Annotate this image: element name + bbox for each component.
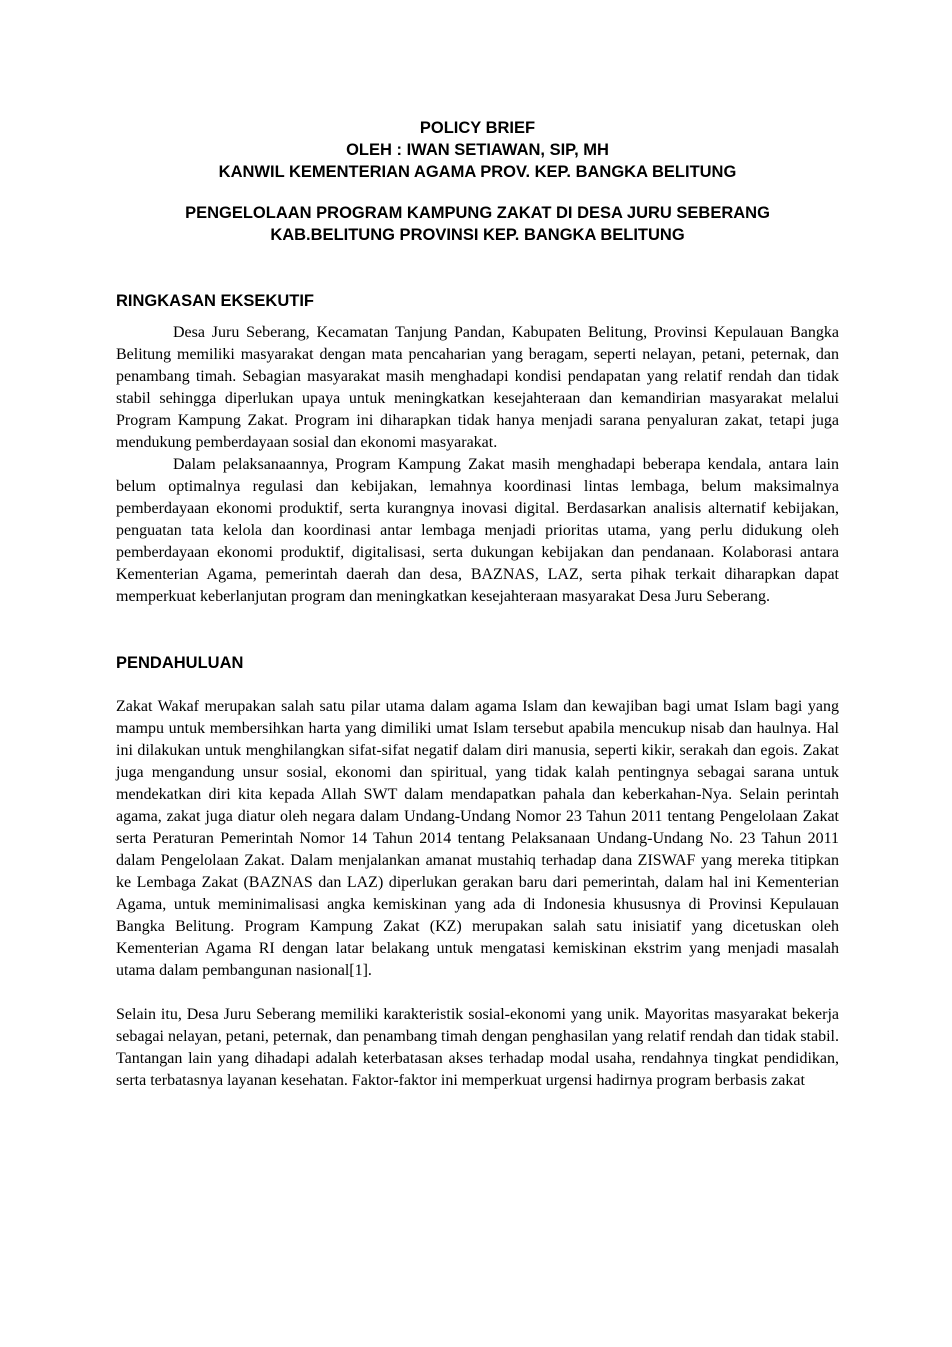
doc-type-label: POLICY BRIEF: [419, 119, 536, 137]
header-spacer: [116, 183, 839, 202]
author-line: OLEH : IWAN SETIAWAN, SIP, MH: [346, 141, 609, 159]
institution-line: KANWIL KEMENTERIAN AGAMA PROV. KEP. BANGKA BELITUNG: [218, 163, 737, 181]
ringkasan-paragraph-1: Desa Juru Seberang, Kecamatan Tanjung Pandan, Kabupaten Belitung, Provinsi Kepulauan Bangka Belitung memiliki masyarakat dengan mata pencaharian yang beragam, seperti nelayan, petani, peternak, dan penambang timah. Sebagian masyarakat masih menghadapi kondisi pendapatan yang relatif rendah dan tidak stabil sehingga diperlukan upaya untuk meningkatkan kesejahteraan dan kemandirian masyarakat melalui Program Kampung Zakat. Program ini diharapkan tidak hanya menjadi sarana penyaluran zakat, tetapi juga mendukung pemberdayaan sosial dan ekonomi masyarakat.: [116, 324, 839, 451]
section-heading-ringkasan: RINGKASAN EKSEKUTIF: [116, 292, 315, 310]
doc-title-line-1: PENGELOLAAN PROGRAM KAMPUNG ZAKAT DI DESA JURU SEBERANG: [185, 204, 770, 222]
pendahuluan-paragraph-2: Selain itu, Desa Juru Seberang memiliki karakteristik sosial-ekonomi yang unik. Mayoritas masyarakat bekerja sebagai nelayan, petani, peternak, dan penambang timah dengan penghasilan yang relatif rendah dan tidak stabil. Tantangan lain yang dihadapi adalah keterbatasan akses terhadap modal usaha, rendahnya tingkat pendidikan, serta terbatasnya layanan kesehatan. Faktor-faktor ini memperkuat urgensi hadirnya program berbasis zakat: [116, 1006, 839, 1089]
page-content: [116, 117, 839, 1092]
doc-title-line-2: KAB.BELITUNG PROVINSI KEP. BANGKA BELITUNG: [270, 226, 685, 244]
ringkasan-paragraph-2: Dalam pelaksanaannya, Program Kampung Zakat masih menghadapi beberapa kendala, antara lain belum optimalnya regulasi dan kebijakan, lemahnya koordinasi lintas lembaga, belum maksimalnya pemberdayaan ekonomi produktif, serta kurangnya inovasi digital. Berdasarkan analisis alternatif kebijakan, penguatan tata kelola dan koordinasi antar lembaga menjadi prioritas utama, yang perlu didukung oleh pemberdayaan ekonomi produktif, digitalisasi, serta dukungan kebijakan dan pendanaan. Kolaborasi antara Kementerian Agama, pemerintah daerah dan desa, BAZNAS, LAZ, serta pihak terkait diharapkan dapat memperkuat keberlanjutan program dan meningkatkan kesejahteraan masyarakat Desa Juru Seberang.: [116, 456, 839, 605]
pendahuluan-paragraph-1: Zakat Wakaf merupakan salah satu pilar utama dalam agama Islam dan kewajiban bagi umat Islam bagi yang mampu untuk membersihkan harta yang dimiliki umat Islam tersebut apabila mencukup nisab dan haulnya. Hal ini dilakukan untuk menghilangkan sifat-sifat negatif dalam diri manusia, seperti kikir, serakah dan egois. Zakat juga mengandung unsur sosial, ekonomi dan spiritual, yang tidak kalah pentingnya sebagai sarana untuk mendekatkan diri kita kepada Allah SWT dalam mendapatkan pahala dan keberkahan-Nya. Selain perintah agama, zakat juga diatur oleh negara dalam Undang-Undang Nomor 23 Tahun 2011 tentang Pengelolaan Zakat serta Peraturan Pemerintah Nomor 14 Tahun 2014 tentang Pelaksanaan Undang-Undang No. 23 Tahun 2011 dalam Pengelolaan Zakat. Dalam menjalankan amanat mustahiq terhadap dana ZISWAF yang mereka titipkan ke Lembaga Zakat (BAZNAS dan LAZ) diperlukan gerakan baru dari pemerintah, dalam hal ini Kementerian Agama, untuk meminimalisasi angka kemiskinan yang ada di Indonesia khususnya di Provinsi Kepulauan Bangka Belitung. Program Kampung Zakat (KZ) merupakan salah satu inisiatif yang dicetuskan oleh Kementerian Agama RI dengan latar belakang untuk mengatasi kemiskinan ekstrim yang menjadi masalah utama dalam pembangunan nasional[1].: [116, 698, 839, 979]
section-heading-pendahuluan: PENDAHULUAN: [116, 654, 244, 672]
